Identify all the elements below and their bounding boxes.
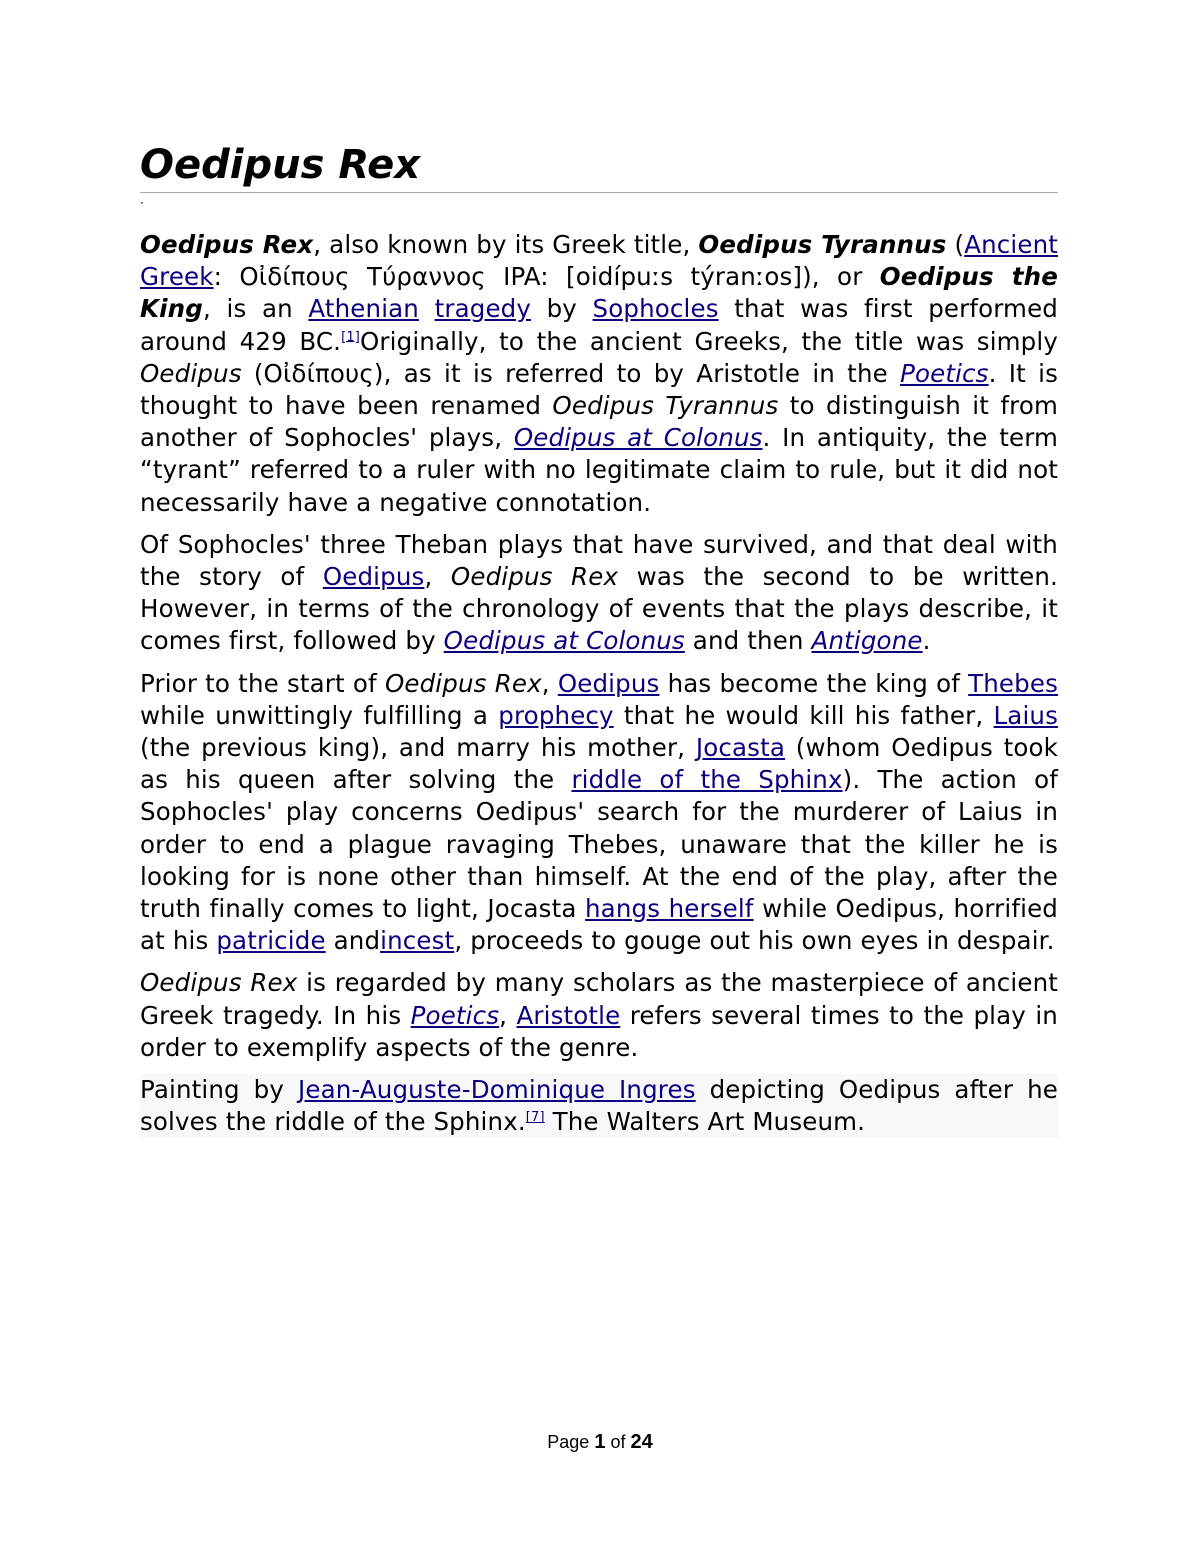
link-laius[interactable]: Laius: [993, 700, 1059, 730]
link-incest[interactable]: incest: [380, 926, 455, 956]
footnote-ref-1[interactable]: [1]: [341, 329, 360, 345]
document-page: [140, 140, 1058, 1138]
link-ancient-greek[interactable]: Ancient Greek: [140, 230, 1059, 292]
bold-italic-text: Oedipus Rex: [140, 230, 314, 259]
paragraph-masterpiece: Oedipus Rex is regarded by many scholars as the masterpiece of ancient Greek tragedy. In his Poetics, Aristotle refers several times to the play in order to exemplify aspects of the genre.: [140, 968, 1058, 1062]
page-footer: [0, 1430, 1200, 1454]
link-antigone[interactable]: Antigone: [811, 626, 923, 656]
link-oedipus-at-colonus[interactable]: Oedipus at Colonus: [513, 423, 763, 453]
link-sophocles[interactable]: Sophocles: [592, 294, 719, 324]
paragraph-plot: Prior to the start of Oedipus Rex, Oedipus has become the king of Thebes while unwittingly fulfilling a prophecy that he would kill his father, Laius (the previous king), and marry his mother, Jocasta (whom Oedipus took as his queen after solving the riddle of the Sphinx). The action of Sophocles' play concerns Oedipus' search for the murderer of Laius in order to end a plague ravaging Thebes, unaware that the killer he is looking for is none other than himself. At the end of the play, after the truth finally comes to light, Jocasta hangs herself while Oedipus, horrified at his patricide andincest, proceeds to gouge out his own eyes in despair.: [140, 668, 1059, 956]
link-aristotle[interactable]: Aristotle: [516, 1000, 621, 1030]
link-oedipus-2[interactable]: Oedipus: [557, 668, 660, 698]
of-label: of: [610, 1432, 626, 1452]
page-title: Oedipus Rex: [140, 140, 1058, 193]
image-caption: Painting by Jean-Auguste-Dominique Ingres depicting Oedipus after he solves the riddle of the Sphinx.[7] The Walters Art Museum.: [140, 1074, 1058, 1138]
link-patricide[interactable]: patricide: [216, 926, 326, 956]
link-ingres[interactable]: Jean-Auguste-Dominique Ingres: [297, 1075, 696, 1105]
page-total: 24: [630, 1431, 653, 1453]
link-riddle-of-the-sphinx[interactable]: riddle of the Sphinx: [571, 765, 843, 795]
link-thebes[interactable]: Thebes: [968, 668, 1058, 698]
link-jocasta[interactable]: Jocasta: [695, 733, 786, 763]
paragraph-theban-plays: Of Sophocles' three Theban plays that have survived, and that deal with the story of Oedipus, Oedipus Rex was the second to be written. However, in terms of the chronology of events that the plays describe, it comes first, followed by Oedipus at Colonus and then Antigone.: [140, 529, 1058, 656]
link-poetics[interactable]: Poetics: [900, 358, 989, 388]
paragraph-intro: Oedipus Rex, also known by its Greek title, Oedipus Tyrannus (Ancient Greek: Οἰδίπους Τύραννος IPA: [oidípuːs týranːos]), or Oedipus the King, is an Athenian tragedy by Sophocles that was first performed around 429 BC.[1]Originally, to the ancient Greeks, the title was simply Oedipus (Οἰδίπους), as it is referred to by Aristotle in the Poetics. It is thought to have been renamed Oedipus Tyrannus to distinguish it from another of Sophocles' plays, Oedipus at Colonus. In antiquity, the term “tyrant” referred to a ruler with no legitimate claim to rule, but it did not necessarily have a negative connotation.: [140, 230, 1059, 517]
footnote-ref-7[interactable]: [7]: [525, 1110, 545, 1126]
link-oedipus-at-colonus-2[interactable]: Oedipus at Colonus: [443, 626, 685, 656]
page-number: 1: [594, 1431, 606, 1453]
link-hangs-herself[interactable]: hangs herself: [584, 894, 754, 924]
link-prophecy[interactable]: prophecy: [498, 700, 614, 730]
page-label: Page: [547, 1432, 590, 1452]
link-athenian[interactable]: Athenian: [308, 294, 419, 324]
link-poetics-2[interactable]: Poetics: [410, 1000, 500, 1030]
separator-dot: ·: [140, 196, 144, 210]
link-tragedy[interactable]: tragedy: [434, 294, 532, 324]
link-oedipus[interactable]: Oedipus: [322, 562, 425, 592]
